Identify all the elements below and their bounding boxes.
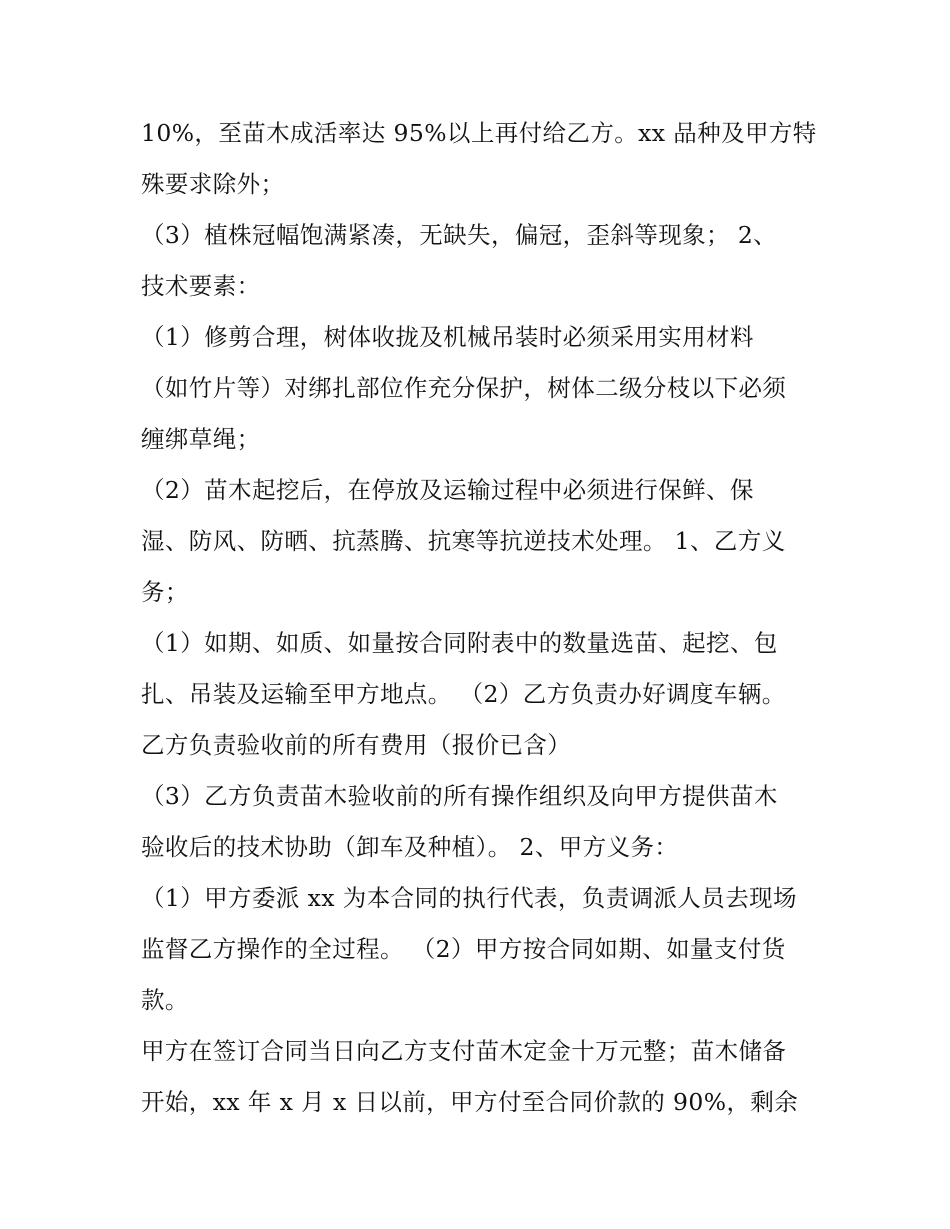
text-line: 技术要素： [141,272,261,300]
text-line: 款。 [141,986,189,1014]
text-line: （1）修剪合理，树体收拢及机械吊装时必须采用实用材料 [141,323,754,351]
text-line: 缠绑草绳； [141,425,261,453]
text-line: 殊要求除外； [141,170,285,198]
text-line: （1）如期、如质、如量按合同附表中的数量选苗、起挖、包 [141,629,778,657]
text-line: 务； [141,578,189,606]
text-line: （3）植株冠幅饱满紧凑，无缺失，偏冠，歪斜等现象； 2、 [141,221,778,249]
text-line: （如竹片等）对绑扎部位作充分保护，树体二级分枝以下必须 [141,374,787,402]
text-line: （3）乙方负责苗木验收前的所有操作组织及向甲方提供苗木 [141,782,778,810]
text-line: 开始，xx 年 x 月 x 日以前，甲方付至合同价款的 90%，剩余 [141,1088,799,1116]
text-line: 乙方负责验收前的所有费用（报价已含） [141,731,572,759]
contract-body-text [141,108,831,1128]
text-line: 湿、防风、防晒、抗蒸腾、抗寒等抗逆技术处理。 1、乙方义 [141,527,786,555]
text-line: （1）甲方委派 xx 为本合同的执行代表，负责调派人员去现场 [141,884,797,912]
text-line: 甲方在签订合同当日向乙方支付苗木定金十万元整；苗木储备 [141,1037,787,1065]
text-line: 监督乙方操作的全过程。 （2）甲方按合同如期、如量支付货 [141,935,786,963]
text-line: 扎、吊装及运输至甲方地点。 （2）乙方负责办好调度车辆。 [141,680,786,708]
text-line: 验收后的技术协助（卸车及种植）。 2、甲方义务： [141,833,679,861]
text-line: 10%，至苗木成活率达 95%以上再付给乙方。xx 品种及甲方特 [141,119,817,147]
text-line: （2）苗木起挖后，在停放及运输过程中必须进行保鲜、保 [141,476,754,504]
